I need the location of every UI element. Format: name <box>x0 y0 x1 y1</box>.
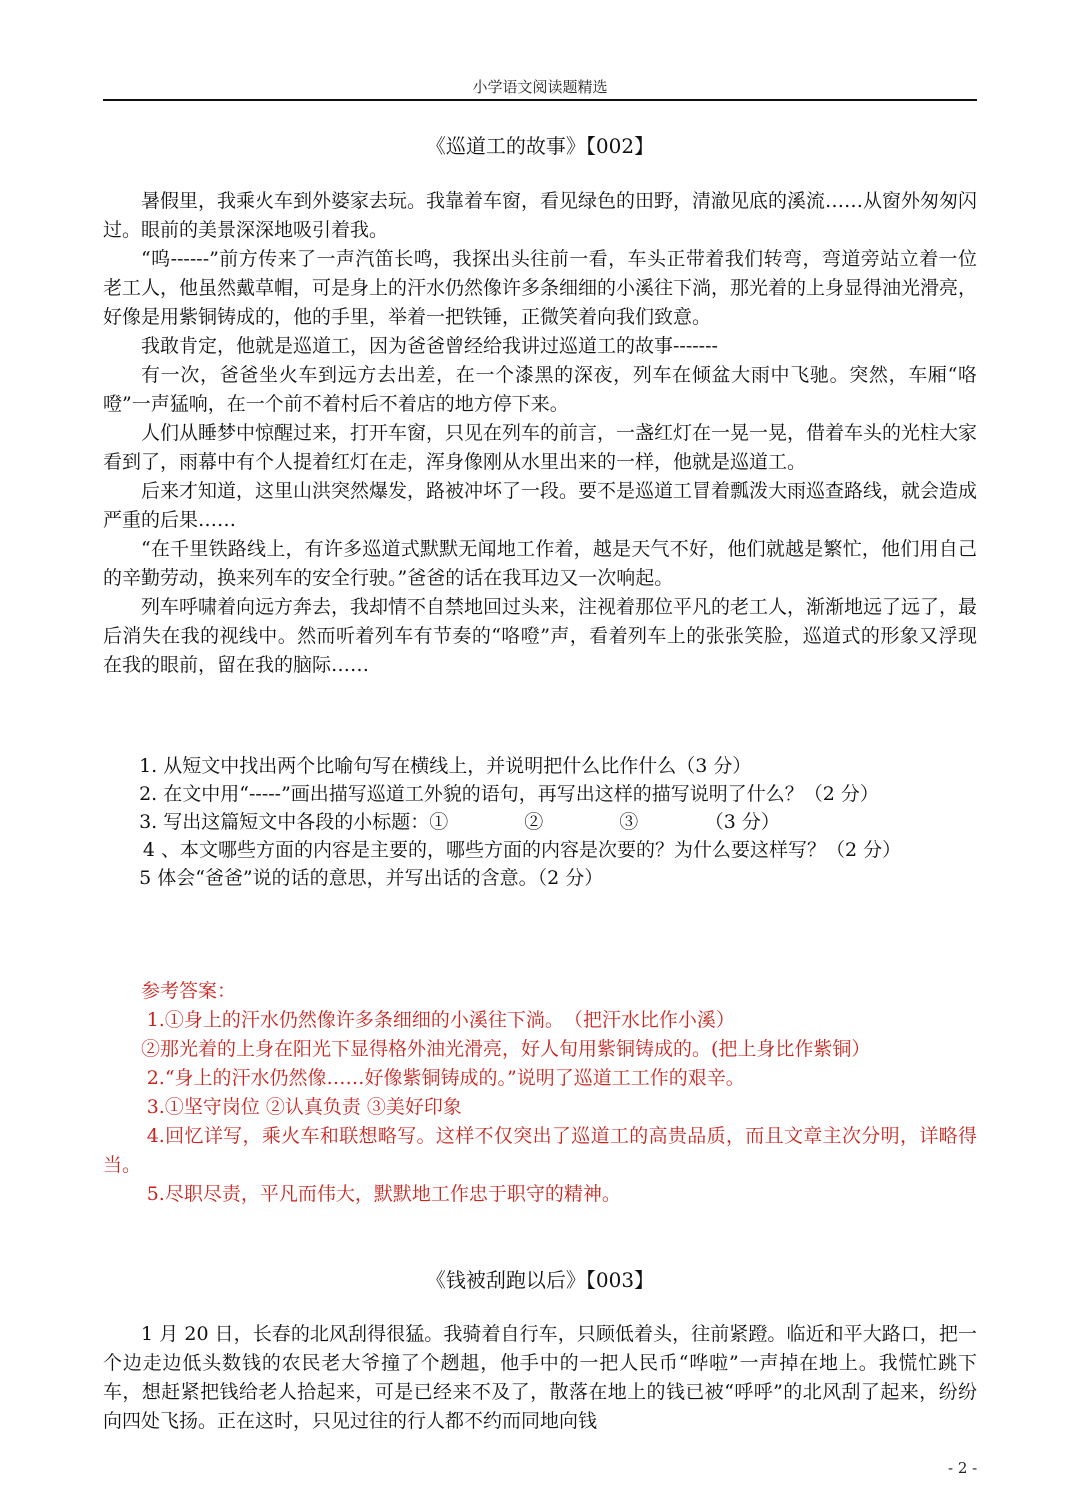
question-item: 5 体会“爸爸”说的话的意思，并写出话的含意。（2 分） <box>139 867 604 889</box>
question-item: 2. 在文中用“-----”画出描写巡道工外貌的语句，再写出这样的描写说明了什么？（2 分） <box>139 783 879 805</box>
story-title-002: 《巡道工的故事》【002】 <box>425 134 655 158</box>
answer-line: 4.回忆详写，乘火车和联想略写。这样不仅突出了巡道工的高贵品质，而且文章主次分明，详略得当。 <box>103 1125 977 1176</box>
answer-line: 3.①坚守岗位 ②认真负责 ③美好印象 <box>146 1096 462 1118</box>
answer-key-002 <box>103 977 977 1209</box>
story-body-002 <box>103 187 977 680</box>
answer-line: ②那光着的上身在阳光下显得格外油光滑亮，好人旬用紫铜铸成的。(把上身比作紫铜） <box>141 1038 871 1060</box>
answer-line: 5.尽职尽责，平凡而伟大，默默地工作忠于职守的精神。 <box>146 1183 621 1205</box>
running-header: 小学语文阅读题精选 <box>472 78 608 96</box>
paragraph: 1 月 20 日，长春的北风刮得很猛。我骑着自行车，只顾低着头，往前紧蹬。临近和平大路口，把一个边走边低头数钱的农民老大爷撞了个趔趄，他手中的一把人民币“哗啦”一声掉在地上。我慌忙跳下车，想赶紧把钱给老人拾起来，可是已经来不及了，散落在地上的钱已被“呼呼”的北风刮了起来，纷纷向四处飞扬。正在这时，只见过往的行人都不约而同地向钱 <box>103 1323 977 1432</box>
answer-line: 1.①身上的汗水仍然像许多条细细的小溪往下淌。 （把汗水比作小溪） <box>146 1009 735 1031</box>
paragraph: 有一次，爸爸坐火车到远方去出差，在一个漆黑的深夜，列车在倾盆大雨中飞驰。突然，车厢“咯噔”一声猛响，在一个前不着村后不着店的地方停下来。 <box>103 364 977 415</box>
question-item: 4 、本文哪些方面的内容是主要的，哪些方面的内容是次要的？为什么要这样写？（2 分） <box>142 839 902 861</box>
paragraph: 人们从睡梦中惊醒过来，打开车窗，只见在列车的前言，一盏红灯在一晃一晃，借着车头的光柱大家看到了，雨幕中有个人提着红灯在走，浑身像刚从水里出来的一样，他就是巡道工。 <box>103 422 978 473</box>
story-title-003: 《钱被刮跑以后》【003】 <box>425 1268 655 1292</box>
paragraph: 我敢肯定，他就是巡道工，因为爸爸曾经给我讲过巡道工的故事------- <box>141 335 718 357</box>
question-item: 3. 写出这篇短文中各段的小标题：① ② ③ （3 分） <box>139 811 780 833</box>
story-body-003 <box>103 1320 977 1436</box>
answer-heading: 参考答案： <box>141 980 237 1002</box>
paragraph: “呜------”前方传来了一声汽笛长鸣，我探出头往前一看，车头正带着我们转弯，弯道旁站立着一位老工人，他虽然戴草帽，可是身上的汗水仍然像许多条细细的小溪往下淌，那光着的上身显得油光滑亮，好像是用紫铜铸成的，他的手里，举着一把铁锤，正微笑着向我们致意。 <box>103 248 978 328</box>
paragraph: 后来才知道，这里山洪突然爆发，路被冲坏了一段。要不是巡道工冒着瓢泼大雨巡查路线，就会造成严重的后果…… <box>103 480 978 531</box>
question-item: 1. 从短文中找出两个比喻句写在横线上，并说明把什么比作什么（3 分） <box>139 755 752 777</box>
header-rule <box>103 99 977 101</box>
page-number: - 2 - <box>948 1459 978 1477</box>
paragraph: 列车呼啸着向远方奔去，我却情不自禁地回过头来，注视着那位平凡的老工人，渐渐地远了远了，最后消失在我的视线中。然而听着列车有节奏的“咯噔”声，看着列车上的张张笑脸，巡道式的形象又浮现在我的眼前，留在我的脑际…… <box>103 596 978 676</box>
answer-line: 2.“身上的汗水仍然像……好像紫铜铸成的。”说明了巡道工工作的艰辛。 <box>146 1067 745 1089</box>
paragraph: 暑假里，我乘火车到外婆家去玩。我靠着车窗，看见绿色的田野，清澈见底的溪流……从窗外匆匆闪过。眼前的美景深深地吸引着我。 <box>103 190 978 241</box>
questions-002 <box>103 752 977 892</box>
paragraph: “在千里铁路线上，有许多巡道式默默无闻地工作着，越是天气不好，他们就越是繁忙，他们用自己的辛勤劳动，换来列车的安全行驶。”爸爸的话在我耳边又一次响起。 <box>103 538 977 589</box>
